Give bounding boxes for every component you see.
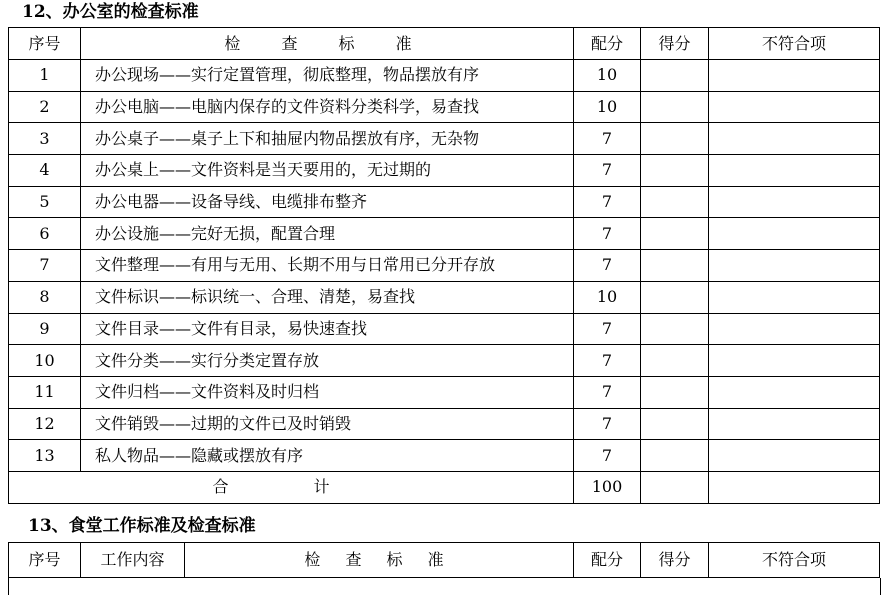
row-score: 7 bbox=[574, 250, 641, 282]
row-no: 5 bbox=[9, 186, 81, 218]
table-row bbox=[9, 218, 880, 250]
row-no: 9 bbox=[9, 313, 81, 345]
total-score: 100 bbox=[574, 471, 641, 503]
row-standard: 文件分类——实行分类定置存放 bbox=[81, 345, 574, 377]
row-standard: 办公桌上——文件资料是当天要用的，无过期的 bbox=[81, 155, 574, 187]
row-score: 7 bbox=[574, 155, 641, 187]
row-got-cell bbox=[641, 408, 709, 440]
row-no: 11 bbox=[9, 376, 81, 408]
header-content: 工作内容 bbox=[81, 543, 185, 578]
header-score: 配分 bbox=[574, 543, 641, 578]
header-score: 配分 bbox=[574, 28, 641, 60]
row-got-cell bbox=[641, 250, 709, 282]
total-row bbox=[9, 471, 880, 503]
row-score: 10 bbox=[574, 281, 641, 313]
total-label: 合 计 bbox=[9, 471, 574, 503]
row-got-cell bbox=[641, 281, 709, 313]
row-score: 7 bbox=[574, 440, 641, 472]
row-no: 8 bbox=[9, 281, 81, 313]
office-inspection-table bbox=[8, 27, 880, 504]
row-nonconform-cell bbox=[709, 408, 880, 440]
total-nonconform-cell bbox=[709, 471, 880, 503]
row-no: 6 bbox=[9, 218, 81, 250]
row-got-cell bbox=[641, 440, 709, 472]
row-nonconform-cell bbox=[709, 155, 880, 187]
row-score: 10 bbox=[574, 91, 641, 123]
header-nonconform: 不符合项 bbox=[709, 28, 880, 60]
row-got-cell bbox=[641, 218, 709, 250]
table-row bbox=[9, 408, 880, 440]
row-standard: 办公桌子——桌子上下和抽屉内物品摆放有序，无杂物 bbox=[81, 123, 574, 155]
row-nonconform-cell bbox=[709, 60, 880, 92]
row-standard: 文件归档——文件资料及时归档 bbox=[81, 376, 574, 408]
row-score: 7 bbox=[574, 218, 641, 250]
row-no: 2 bbox=[9, 91, 81, 123]
row-standard: 文件目录——文件有目录，易快速查找 bbox=[81, 313, 574, 345]
row-nonconform-cell bbox=[709, 281, 880, 313]
row-no: 7 bbox=[9, 250, 81, 282]
row-score: 7 bbox=[574, 345, 641, 377]
row-standard: 办公设施——完好无损，配置合理 bbox=[81, 218, 574, 250]
row-got-cell bbox=[641, 91, 709, 123]
row-score: 7 bbox=[574, 408, 641, 440]
row-nonconform-cell bbox=[709, 345, 880, 377]
row-no: 10 bbox=[9, 345, 81, 377]
table-row bbox=[9, 250, 880, 282]
row-score: 7 bbox=[574, 376, 641, 408]
row-no: 12 bbox=[9, 408, 81, 440]
row-standard: 文件销毁——过期的文件已及时销毁 bbox=[81, 408, 574, 440]
row-score: 7 bbox=[574, 123, 641, 155]
table-row bbox=[9, 376, 880, 408]
row-standard: 文件标识——标识统一、合理、清楚，易查找 bbox=[81, 281, 574, 313]
row-score: 10 bbox=[574, 60, 641, 92]
header-standard: 检 查 标 准 bbox=[81, 28, 574, 60]
row-no: 1 bbox=[9, 60, 81, 92]
row-got-cell bbox=[641, 186, 709, 218]
table-header-row bbox=[9, 543, 880, 578]
row-got-cell bbox=[641, 313, 709, 345]
row-got-cell bbox=[641, 123, 709, 155]
row-nonconform-cell bbox=[709, 91, 880, 123]
row-nonconform-cell bbox=[709, 186, 880, 218]
row-standard: 办公电脑——电脑内保存的文件资料分类科学，易查找 bbox=[81, 91, 574, 123]
table-row bbox=[9, 281, 880, 313]
row-no: 4 bbox=[9, 155, 81, 187]
header-no: 序号 bbox=[9, 543, 81, 578]
canteen-inspection-table bbox=[8, 542, 880, 578]
row-got-cell bbox=[641, 155, 709, 187]
row-got-cell bbox=[641, 376, 709, 408]
header-nonconform: 不符合项 bbox=[709, 543, 880, 578]
row-nonconform-cell bbox=[709, 313, 880, 345]
row-got-cell bbox=[641, 60, 709, 92]
table-row bbox=[9, 186, 880, 218]
row-standard: 文件整理——有用与无用、长期不用与日常用已分开存放 bbox=[81, 250, 574, 282]
row-nonconform-cell bbox=[709, 218, 880, 250]
row-score: 7 bbox=[574, 186, 641, 218]
table-row bbox=[9, 155, 880, 187]
row-no: 3 bbox=[9, 123, 81, 155]
total-got-cell bbox=[641, 471, 709, 503]
table-row bbox=[9, 123, 880, 155]
row-standard: 办公电器——设备导线、电缆排布整齐 bbox=[81, 186, 574, 218]
table-row bbox=[9, 345, 880, 377]
header-no: 序号 bbox=[9, 28, 81, 60]
row-nonconform-cell bbox=[709, 123, 880, 155]
header-standard: 检 查 标 准 bbox=[185, 543, 574, 578]
section-12-title: 12、办公室的检查标准 bbox=[22, 2, 199, 22]
row-nonconform-cell bbox=[709, 376, 880, 408]
row-standard: 私人物品——隐藏或摆放有序 bbox=[81, 440, 574, 472]
header-got: 得分 bbox=[641, 543, 709, 578]
row-score: 7 bbox=[574, 313, 641, 345]
row-nonconform-cell bbox=[709, 440, 880, 472]
table-row bbox=[9, 60, 880, 92]
row-no: 13 bbox=[9, 440, 81, 472]
table-header-row bbox=[9, 28, 880, 60]
header-got: 得分 bbox=[641, 28, 709, 60]
row-standard: 办公现场——实行定置管理，彻底整理，物品摆放有序 bbox=[81, 60, 574, 92]
section-13-title: 13、食堂工作标准及检查标准 bbox=[28, 516, 256, 536]
table-row bbox=[9, 91, 880, 123]
table-row bbox=[9, 313, 880, 345]
row-nonconform-cell bbox=[709, 250, 880, 282]
table-row bbox=[9, 440, 880, 472]
row-got-cell bbox=[641, 345, 709, 377]
table-continuation bbox=[8, 578, 881, 595]
